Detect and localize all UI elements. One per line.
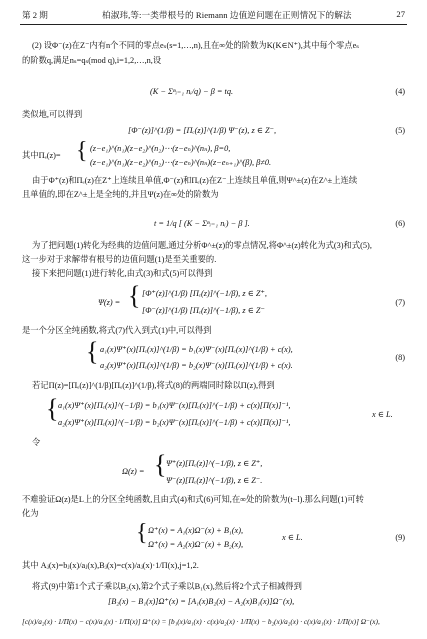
text-line: 其中 Aⱼ(x)=bⱼ(x)/aⱼ(x),Bⱼ(x)=c(x)/aⱼ(x)·1/Π(x),j=1,2. [22,561,199,570]
cases-brace: { [154,450,167,479]
header-rule [20,24,407,25]
cases-brace: { [86,337,99,366]
cases-brace: { [128,281,141,310]
omega-case-2: Ψ⁻(z)[Πₑ(z)]^(−1/β), z ∈ Z⁻. [166,476,263,485]
text-line: 类似地,可以得到 [22,110,83,119]
text-line: 若记Π(z)=[Πₑ(z)]^(1/β)[Πₑ(z)]^(1/β),将式(8)的两端同时除以Π(z),得到 [32,381,275,390]
page-number: 27 [396,9,405,19]
omega-lhs: Ω(z) = [122,467,145,476]
text-line: 这一步对于求解带有根号的边值问题(1)是至关重要的. [22,255,217,264]
cases-brace: { [76,138,88,164]
text-line: 化为 [22,509,39,518]
running-title: 柏淑玮,等:一类带根号的 Riemann 边值逆问题在正则情况下的解法 [102,10,352,20]
text-line: (2) 设Φ⁻(z)在Z⁻内有n个不同的零点eₛ(s=1,…,n),且在∞处的阶数为K(K∈N⁺),其中每个零点eₛ [32,41,360,50]
equation-4: (K − Σⁿᵢ₌₁ nᵢ/q) − β = tq. [150,87,234,96]
equation-7-lhs: Ψ(z) = [98,298,121,307]
cases-brace: { [136,520,148,546]
text-line: 的阶数q,满足nₛ=qₛ(mod q),i=1,2,…,n,设 [22,56,162,65]
equation-number: (5) [395,126,405,135]
text-line: 接下来把问题(1)进行转化,由式(3)和式(5)可以得到 [32,269,213,278]
equation-number: (4) [395,87,405,96]
equation-number: (7) [395,298,405,307]
omega-case-1: Ψ⁺(z)[Πₑ(z)]^(−1/β), z ∈ Z⁺, [166,459,263,468]
equation-9-line-1: Ω⁺(x) = A₁(x)Ω⁻(x) + B₁(x), [148,526,244,535]
text-line: 不难验证Ω(z)是L上的分区全纯函数,且由式(4)和式(6)可知,在∞处的阶数为(t−l).那么问题(1)可转 [22,495,364,504]
domain-note: x ∈ L. [372,410,393,419]
divided-line-1: a₁(x)Ψ⁺(x)[Πₑ(x)]^(−1/β) = b₁(x)Ψ⁻(x)[Πₑ(x)]^(−1/β) + c(x)[Π(x)]⁻¹, [58,401,291,410]
divided-line-2: a₂(x)Ψ⁺(x)[Πₑ(x)]^(−1/β) = b₂(x)Ψ⁻(x)[Πₑ(x)]^(−1/β) + c(x)[Π(x)]⁻¹, [58,418,291,427]
text-line: 为了把问题(1)转化为经典的边值问题,通过分析Φ^±(z)的零点情况,将Φ^±(z)转化为式(3)和式(5), [32,241,372,250]
equation-number: (6) [395,219,405,228]
difference-equation: [B₂(x) − B₁(x)]Ω⁺(x) = [A₁(x)B₂(x) − A₂(x)B₁(x)]Ω⁻(x), [108,597,295,606]
equation-8-line-2: a₂(x)Ψ⁺(x)[Πₑ(x)]^(1/β) = b₂(x)Ψ⁻(x)[Πₑ(x)]^(1/β) + c(x). [100,361,293,370]
equation-7-case-2: [Φ⁻(z)]^(1/β) [Πₑ(z)]^(−1/β), z ∈ Z⁻ [142,306,265,315]
text-line: 令 [32,438,41,447]
equation-6: t = 1/q [ (K − Σⁿᵢ₌₁ nᵢ) − β ]. [154,219,250,228]
text-line: 由于Φ⁺(z)和Πₑ(z)在Z⁺上连续且单值,Φ⁻(z)和Πₑ(z)在Z⁻上连续且单值,则Ψ^±(z)在Z^±上连续 [32,176,358,185]
equation-7-case-1: [Φ⁺(z)]^(1/β) [Πₑ(z)]^(−1/β), z ∈ Z⁺, [142,289,267,298]
text-line: 其中Πₑ(z)= [22,151,61,160]
domain-note: x ∈ L. [282,533,303,542]
equation-8-line-1: a₁(x)Ψ⁺(x)[Πₑ(x)]^(1/β) = b₁(x)Ψ⁻(x)[Πₑ(x)]^(1/β) + c(x), [100,345,293,354]
pi-case-1: (z−e₁)^(n₁)(z−e₂)^(n₂)⋯(z−eₙ)^(nₙ), β=0, [90,144,231,153]
pi-case-2: (z−e₁)^(n₁)(z−e₂)^(n₂)⋯(z−eₙ)^(nₙ)(z−eₙ₊₁)^(β), β≠0. [90,158,272,167]
text-line: 将式(9)中第1个式子乘以B₂(x),第2个式子乘以B₁(x),然后将2个式子相减得到 [32,582,302,591]
equation-9-line-2: Ω⁺(x) = A₂(x)Ω⁻(x) + B₂(x), [148,540,244,549]
running-header [0,0,427,26]
issue-label: 第 2 期 [22,10,48,20]
equation-number: (8) [395,353,405,362]
cases-brace: { [46,394,59,423]
equation-number: (9) [395,533,405,542]
text-line: 是一个分区全纯函数,将式(7)代入到式(1)中,可以得到 [22,326,212,335]
text-line: 且单值的,即在Z^±上是全纯的,并且Ψ(z)在∞处的阶数为 [22,190,219,199]
equation-5: [Φ⁻(z)]^(1/β) = [Πₑ(z)]^(1/β) Ψ⁻(z), z ∈ Z⁻, [128,126,277,135]
expanded-equation: [c(x)/a₂(x) · 1/Π(x) − c(x)/a₁(x) · 1/Π(x)] Ω⁺(x) = [b₁(x)/a₁(x) · c(x)/a₂(x) · 1/Π(x) − b₂(x)/a₂(x) · c(x)/a₁(x) · 1/Π(x)] Ω⁻(x), [22,617,380,626]
